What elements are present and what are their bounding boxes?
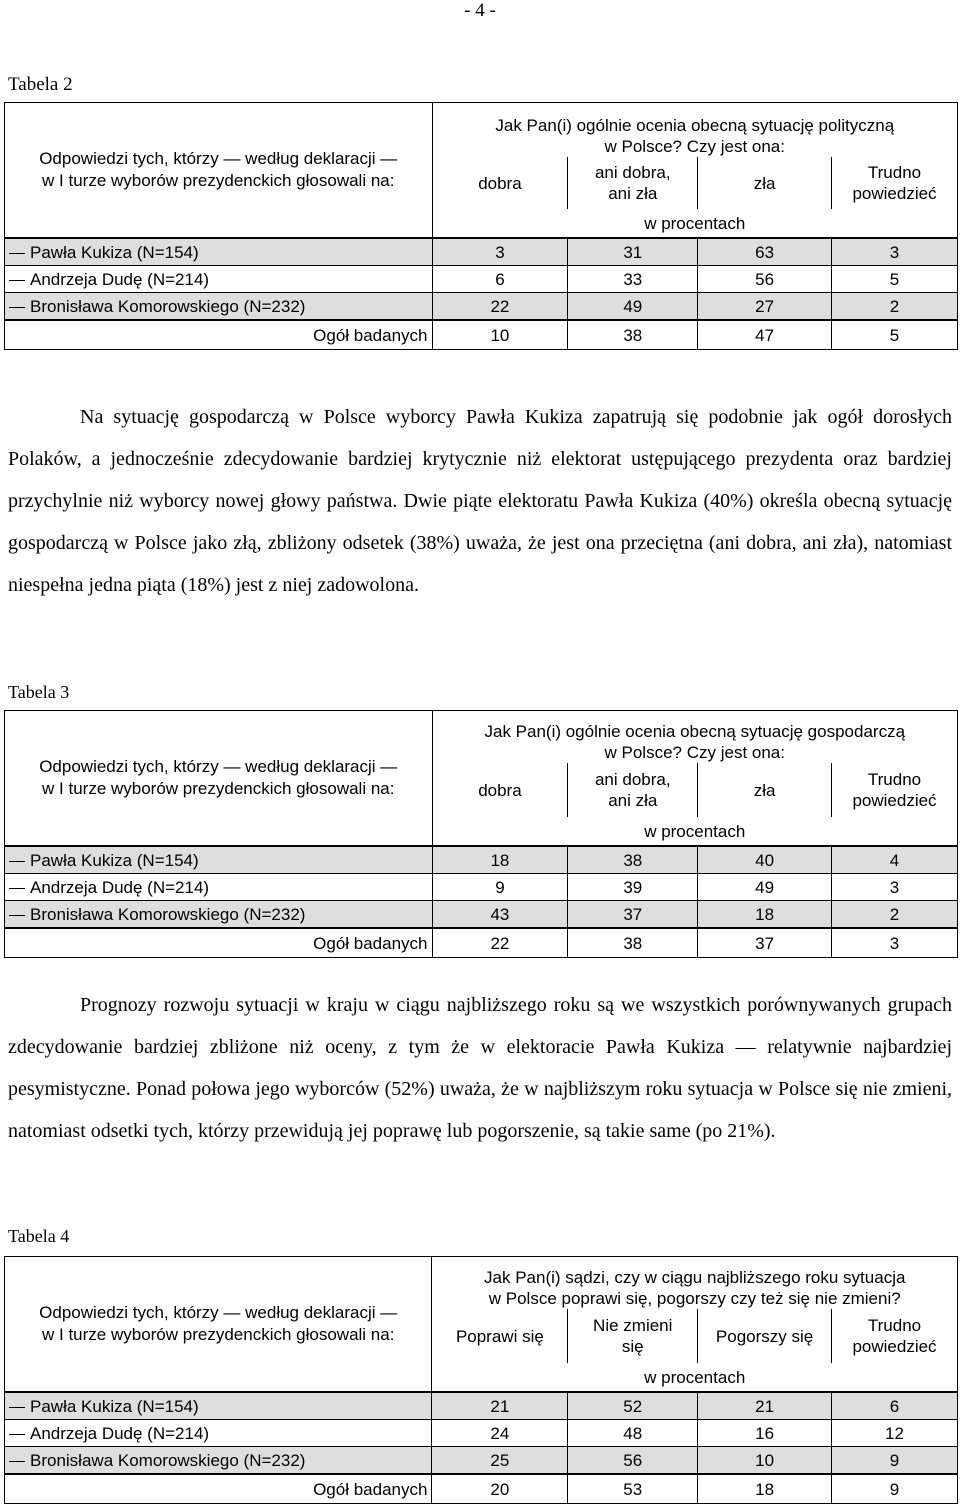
paragraph-2: Prognozy rozwoju sytuacji w kraju w ciągu najbliższego roku są we wszystkich porównywanych grupach zdecydowanie bardziej zbliżone niż oceny, z tym że w elektoracie Pawła Kukiza — relatywnie najbardziej pesymistyczne. Ponad połowa jego wyborców (52%) uważa, że w najbliższym roku sytuacja w Polsce się nie zmieni, natomiast odsetki tych, którzy przewidują jej poprawę lub pogorszenie, są takie same (po 21%). [8, 994, 952, 1142]
table-cell: 2 [832, 293, 958, 321]
row-label: Bronisława Komorowskiego (N=232) [5, 293, 433, 321]
table-row [5, 293, 958, 321]
row-label: Pawła Kukiza (N=154) [5, 238, 433, 266]
table-cell: 52 [568, 1392, 698, 1420]
dash [9, 861, 25, 862]
table-cell: 12 [832, 1420, 958, 1447]
table-3-label: Tabela 3 [8, 682, 70, 702]
table-cell: 16 [698, 1420, 832, 1447]
table-cell: 38 [568, 320, 698, 350]
table-cell: 18 [698, 901, 832, 929]
table-cell: 4 [832, 846, 958, 874]
table-4-label: Tabela 4 [8, 1226, 70, 1246]
column-header: Trudno powiedzieć [832, 1309, 958, 1363]
table-4 [4, 1256, 958, 1504]
table-cell: 39 [568, 874, 698, 901]
table-row [5, 901, 958, 929]
paragraph-1: Na sytuację gospodarczą w Polsce wyborcy Pawła Kukiza zapatrują się podobnie jak ogół dorosłych Polaków, a jednocześnie zdecydowanie bardziej krytycznie niż elektorat ustępującego prezydenta oraz bardziej przychylnie niż wyborcy nowej głowy państwa. Dwie piąte elektoratu Pawła Kukiza (40%) określa obecną sytuację gospodarczą w Polsce jako złą, zbliżony odsetek (38%) uważa, że jest ona przeciętna (ani dobra, ani zła), natomiast niespełna jedna piąta (18%) jest z niej zadowolona. [8, 406, 952, 596]
total-label: Ogół badanych [5, 928, 433, 958]
table-2-label: Tabela 2 [8, 74, 73, 95]
total-row [5, 1474, 958, 1504]
table-cell: 6 [832, 1392, 958, 1420]
table-cell: 25 [432, 1447, 568, 1475]
table-cell: 5 [832, 266, 958, 293]
table-cell: 5 [832, 320, 958, 350]
table-cell: 18 [432, 846, 568, 874]
table-row [5, 1392, 958, 1420]
respondent-header: Odpowiedzi tych, którzy — według deklaracji — w I turze wyborów prezydenckich głosowali na: [5, 103, 433, 239]
column-header: zła [698, 763, 832, 817]
table-row [5, 238, 958, 266]
dash [9, 280, 25, 281]
unit-label: w procentach [432, 209, 957, 238]
row-label: Pawła Kukiza (N=154) [5, 1392, 432, 1420]
table-2 [4, 102, 958, 350]
unit-label: w procentach [432, 817, 957, 846]
row-label: Andrzeja Dudę (N=214) [5, 1420, 432, 1447]
table-cell: 9 [832, 1447, 958, 1475]
table-row [5, 1447, 958, 1475]
column-header: zła [698, 157, 832, 209]
table-cell: 3 [832, 874, 958, 901]
table-cell: 24 [432, 1420, 568, 1447]
table-cell: 10 [432, 320, 568, 350]
header-row [5, 1257, 958, 1310]
table-cell: 38 [568, 928, 698, 958]
header-row [5, 103, 958, 158]
table-cell: 21 [432, 1392, 568, 1420]
column-header: ani dobra, ani zła [568, 157, 698, 209]
column-header: ani dobra, ani zła [568, 763, 698, 817]
respondent-header: Odpowiedzi tych, którzy — według deklaracji — w I turze wyborów prezydenckich głosowali na: [5, 1257, 432, 1393]
dash [9, 1407, 25, 1408]
table-cell: 10 [698, 1447, 832, 1475]
unit-label: w procentach [432, 1363, 958, 1392]
question-header: Jak Pan(i) ogólnie ocenia obecną sytuację gospodarczą w Polsce? Czy jest ona: [432, 711, 957, 764]
total-label: Ogół badanych [5, 1474, 432, 1504]
page-number: - 4 - [464, 0, 496, 21]
column-header: Poprawi się [432, 1309, 568, 1363]
column-header: dobra [432, 157, 568, 209]
table-cell: 31 [568, 238, 698, 266]
table-cell: 9 [432, 874, 568, 901]
table-cell: 38 [568, 846, 698, 874]
table-3 [4, 710, 958, 958]
column-header: Pogorszy się [698, 1309, 832, 1363]
column-header: Trudno powiedzieć [832, 763, 958, 817]
table-cell: 18 [698, 1474, 832, 1504]
table-cell: 9 [832, 1474, 958, 1504]
table-cell: 3 [832, 238, 958, 266]
column-header: Trudno powiedzieć [832, 157, 958, 209]
table-row [5, 846, 958, 874]
table-cell: 27 [698, 293, 832, 321]
header-row [5, 711, 958, 764]
row-label: Andrzeja Dudę (N=214) [5, 874, 433, 901]
table-row [5, 266, 958, 293]
table-row [5, 874, 958, 901]
table-cell: 33 [568, 266, 698, 293]
respondent-header: Odpowiedzi tych, którzy — według deklaracji — w I turze wyborów prezydenckich głosowali na: [5, 711, 433, 847]
table-cell: 40 [698, 846, 832, 874]
dash [9, 307, 25, 308]
dash [9, 1434, 25, 1435]
row-label: Andrzeja Dudę (N=214) [5, 266, 433, 293]
table-cell: 2 [832, 901, 958, 929]
table-cell: 20 [432, 1474, 568, 1504]
table-cell: 56 [698, 266, 832, 293]
total-label: Ogół badanych [5, 320, 433, 350]
table-cell: 47 [698, 320, 832, 350]
row-label: Bronisława Komorowskiego (N=232) [5, 901, 433, 929]
table-cell: 22 [432, 293, 568, 321]
table-row [5, 1420, 958, 1447]
table-cell: 37 [698, 928, 832, 958]
dash [9, 888, 25, 889]
table-cell: 56 [568, 1447, 698, 1475]
table-cell: 37 [568, 901, 698, 929]
row-label: Bronisława Komorowskiego (N=232) [5, 1447, 432, 1475]
question-header: Jak Pan(i) sądzi, czy w ciągu najbliższego roku sytuacja w Polsce poprawi się, pogorszy czy też się nie zmieni? [432, 1257, 958, 1310]
table-cell: 63 [698, 238, 832, 266]
total-row [5, 320, 958, 350]
table-cell: 49 [698, 874, 832, 901]
table-cell: 49 [568, 293, 698, 321]
question-header: Jak Pan(i) ogólnie ocenia obecną sytuację polityczną w Polsce? Czy jest ona: [432, 103, 957, 158]
dash [9, 1461, 25, 1462]
dash [9, 915, 25, 916]
table-cell: 21 [698, 1392, 832, 1420]
row-label: Pawła Kukiza (N=154) [5, 846, 433, 874]
table-cell: 43 [432, 901, 568, 929]
table-cell: 3 [832, 928, 958, 958]
table-cell: 48 [568, 1420, 698, 1447]
table-cell: 3 [432, 238, 568, 266]
dash [9, 253, 25, 254]
total-row [5, 928, 958, 958]
table-cell: 53 [568, 1474, 698, 1504]
column-header: Nie zmieni się [568, 1309, 698, 1363]
column-header: dobra [432, 763, 568, 817]
table-cell: 6 [432, 266, 568, 293]
table-cell: 22 [432, 928, 568, 958]
